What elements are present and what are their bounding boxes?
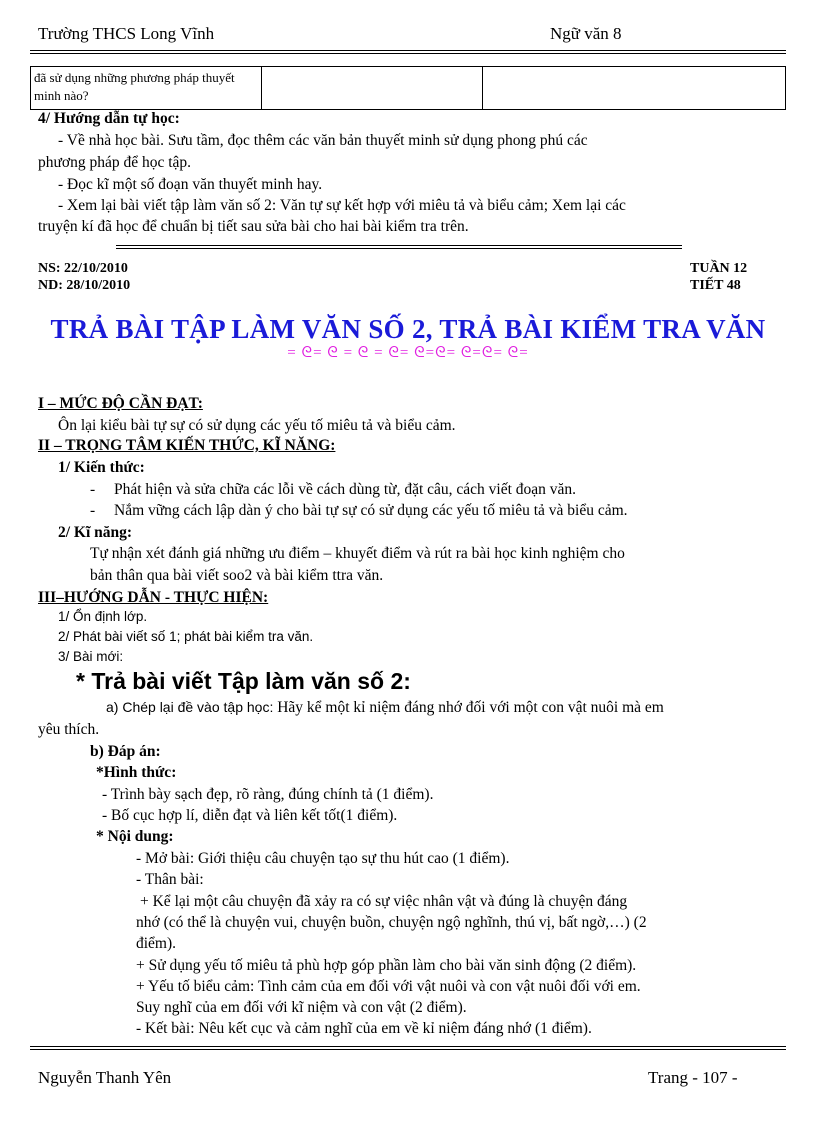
- section-text: bản thân qua bài viết soo2 và bài kiểm ttra văn.: [90, 567, 384, 584]
- list-item: Nắm vững cách lập dàn ý cho bài tự sự có sử dụng các yếu tố miêu tả và biểu cảm.: [114, 502, 628, 519]
- form-item: - Bố cục hợp lí, diễn đạt và liên kết tốt(1 điểm).: [102, 807, 398, 824]
- homework-line: truyện kí đã học để chuẩn bị tiết sau sửa bài cho hai bài kiểm tra trên.: [38, 218, 469, 235]
- bullet-dash: -: [90, 502, 96, 519]
- table-cell: đã sử dụng những phương pháp thuyết minh nào?: [31, 67, 262, 110]
- content-item: + Sử dụng yếu tố miêu tả phù hợp góp phần làm cho bài văn sinh động (2 điểm).: [136, 957, 637, 974]
- subsection-heading: 1/ Kiến thức:: [58, 459, 145, 476]
- homework-heading: 4/ Hướng dẫn tự học:: [38, 110, 180, 127]
- big-heading: * Trả bài viết Tập làm văn số 2:: [76, 668, 411, 694]
- section-text: Tự nhận xét đánh giá những ưu điểm – khuyết điểm và rút ra bài học kinh nghiệm cho: [90, 545, 625, 562]
- content-heading: * Nội dung:: [96, 828, 174, 845]
- header-rule: [30, 50, 786, 54]
- content-item: - Kết bài: Nêu kết cục và cảm nghĩ của em về kỉ niệm đáng nhớ (1 điểm).: [136, 1020, 592, 1037]
- table-cell: [483, 67, 786, 110]
- school-name: Trường THCS Long Vĩnh: [38, 24, 215, 43]
- list-item: Phát hiện và sửa chữa các lỗi về cách dùng từ, đặt câu, cách viết đoạn văn.: [114, 481, 577, 498]
- subsection-heading: 2/ Kĩ năng:: [58, 524, 133, 541]
- section-heading: I – MỨC ĐỘ CẦN ĐẠT:: [38, 395, 203, 412]
- table-cell: [262, 67, 483, 110]
- step-item: 1/ Ổn định lớp.: [58, 609, 148, 624]
- part-a-text-cont: yêu thích.: [38, 721, 100, 738]
- part-a-label: a) Chép lại đề vào tập học:: [106, 699, 274, 715]
- ornament-divider: = ᘓ= ᘓ = ᘓ = ᘓ= ᘓ=ᘓ= ᘓ=ᘓ= ᘓ=: [287, 345, 529, 361]
- part-a-text: Hãy kể một kỉ niệm đáng nhớ đối với một con vật nuôi mà em: [273, 699, 664, 716]
- week-label: TUẦN 12: [690, 261, 748, 276]
- section-divider: [116, 245, 682, 249]
- form-item: - Trình bày sạch đẹp, rõ ràng, đúng chính tả (1 điểm).: [102, 786, 434, 803]
- homework-line: - Đọc kĩ một số đoạn văn thuyết minh hay.: [58, 176, 323, 193]
- content-item: + Yếu tố biểu cảm: Tình cảm của em đối với vật nuôi và con vật nuôi đối với em.: [136, 978, 641, 995]
- section-heading: III–HƯỚNG DẪN - THỰC HIỆN:: [38, 589, 269, 606]
- step-item: 3/ Bài mới:: [58, 649, 124, 664]
- continuation-table: [30, 66, 786, 110]
- page-title: TRẢ BÀI TẬP LÀM VĂN SỐ 2, TRẢ BÀI KIỂM TRA VĂN: [50, 314, 766, 344]
- subject-name: Ngữ văn 8: [550, 24, 622, 43]
- page-number: Trang - 107 -: [648, 1068, 738, 1087]
- content-item: - Thân bài:: [136, 871, 204, 888]
- author-name: Nguyễn Thanh Yên: [38, 1068, 172, 1087]
- step-item: 2/ Phát bài viết số 1; phát bài kiểm tra văn.: [58, 629, 314, 644]
- section-heading: II – TRỌNG TÂM KIẾN THỨC, KĨ NĂNG:: [38, 437, 336, 454]
- section-text: Ôn lại kiểu bài tự sự có sử dụng các yếu tố miêu tả và biểu cảm.: [58, 417, 456, 434]
- content-item: + Kể lại một câu chuyện đã xảy ra có sự việc nhân vật và đúng là chuyện đáng: [140, 893, 628, 910]
- content-item: điểm).: [136, 935, 177, 952]
- homework-line: phương pháp để học tập.: [38, 154, 192, 171]
- bullet-dash: -: [90, 481, 96, 498]
- content-item: - Mở bài: Giới thiệu câu chuyện tạo sự thu hút cao (1 điểm).: [136, 850, 510, 867]
- content-item: nhớ (có thể là chuyện vui, chuyện buồn, chuyện ngộ nghĩnh, thú vị, bất ngờ,…) (2: [136, 914, 647, 931]
- part-b-label: b) Đáp án:: [90, 743, 161, 760]
- lesson-label: TIẾT 48: [690, 278, 741, 293]
- ns-date: NS: 22/10/2010: [38, 261, 128, 276]
- homework-line: - Về nhà học bài. Sưu tầm, đọc thêm các văn bản thuyết minh sử dụng phong phú các: [58, 132, 588, 149]
- homework-line: - Xem lại bài viết tập làm văn số 2: Văn tự sự kết hợp với miêu tả và biểu cảm; Xem lại các: [58, 197, 626, 214]
- footer-rule: [30, 1046, 786, 1050]
- form-heading: *Hình thức:: [96, 764, 177, 781]
- content-item: Suy nghĩ của em đối với kĩ niệm và con vật (2 điểm).: [136, 999, 467, 1016]
- nd-date: ND: 28/10/2010: [38, 278, 131, 293]
